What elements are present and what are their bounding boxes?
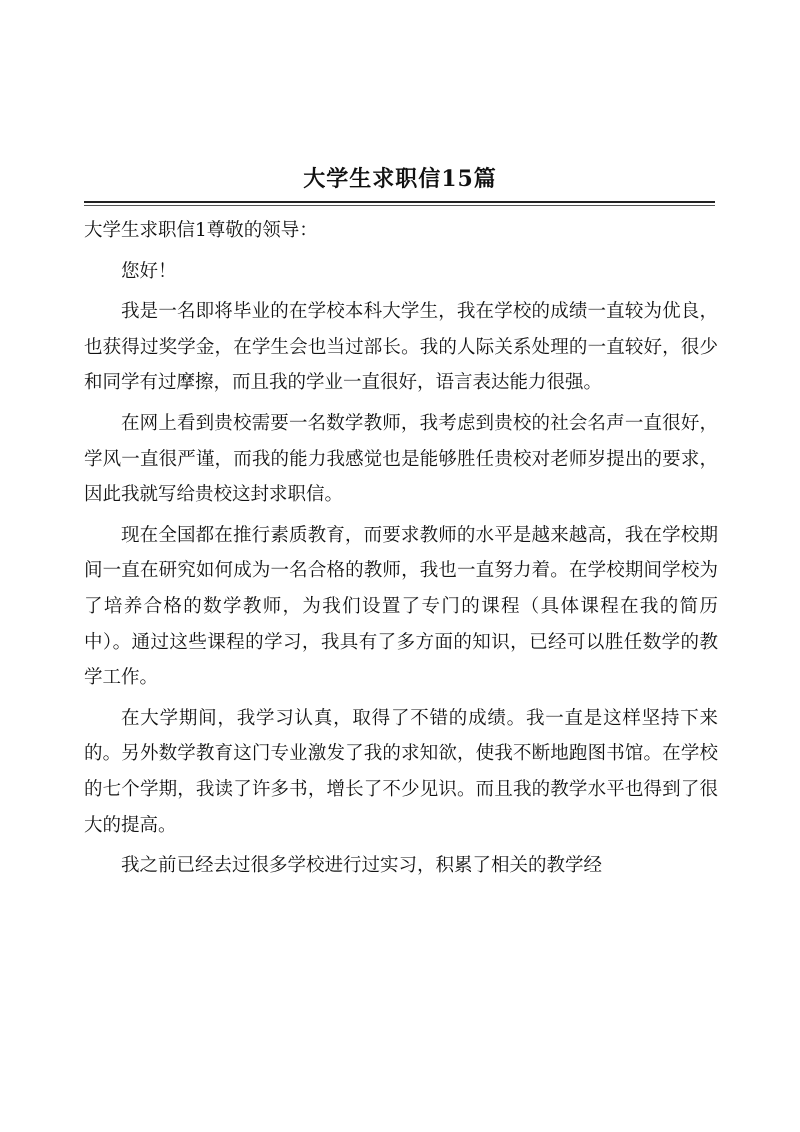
document-body — [84, 213, 718, 884]
paragraph: 现在全国都在推行素质教育，而要求教师的水平是越来越高，我在学校期间一直在研究如何成为一名合格的教师，我也一直努力着。在学校期间学校为了培养合格的数学教师，为我们设置了专门的课程（具体课程在我的简历中）。通过这些课程的学习，我具有了多方面的知识，已经可以胜任数学的教学工作。 — [84, 524, 718, 689]
heading-line: 大学生求职信1尊敬的领导： — [84, 220, 318, 241]
paragraph: 我是一名即将毕业的在学校本科大学生，我在学校的成绩一直较为优良，也获得过奖学金，在学生会也当过部长。我的人际关系处理的一直较好，很少和同学有过摩擦，而且我的学业一直很好，语言表达能力很强。 — [84, 301, 718, 394]
title-divider-thick — [84, 201, 715, 203]
paragraph: 在网上看到贵校需要一名数学教师，我考虑到贵校的社会名声一直很好，学风一直很严谨，而我的能力我感觉也是能够胜任贵校对老师岁提出的要求，因此我就写给贵校这封求职信。 — [84, 412, 718, 506]
greeting: 您好！ — [121, 260, 177, 282]
document-title: 大学生求职信15篇 — [303, 166, 497, 192]
title-divider-thin — [84, 205, 715, 206]
paragraph: 在大学期间，我学习认真，取得了不错的成绩。我一直是这样坚持下来的。另外数学教育这门专业激发了我的求知欲，使我不断地跑图书馆。在学校的七个学期，我读了许多书，增长了不少见识。而且我的教学水平也得到了很大的提高。 — [84, 707, 718, 836]
paragraph: 我之前已经去过很多学校进行过实习，积累了相关的教学经 — [121, 855, 603, 877]
